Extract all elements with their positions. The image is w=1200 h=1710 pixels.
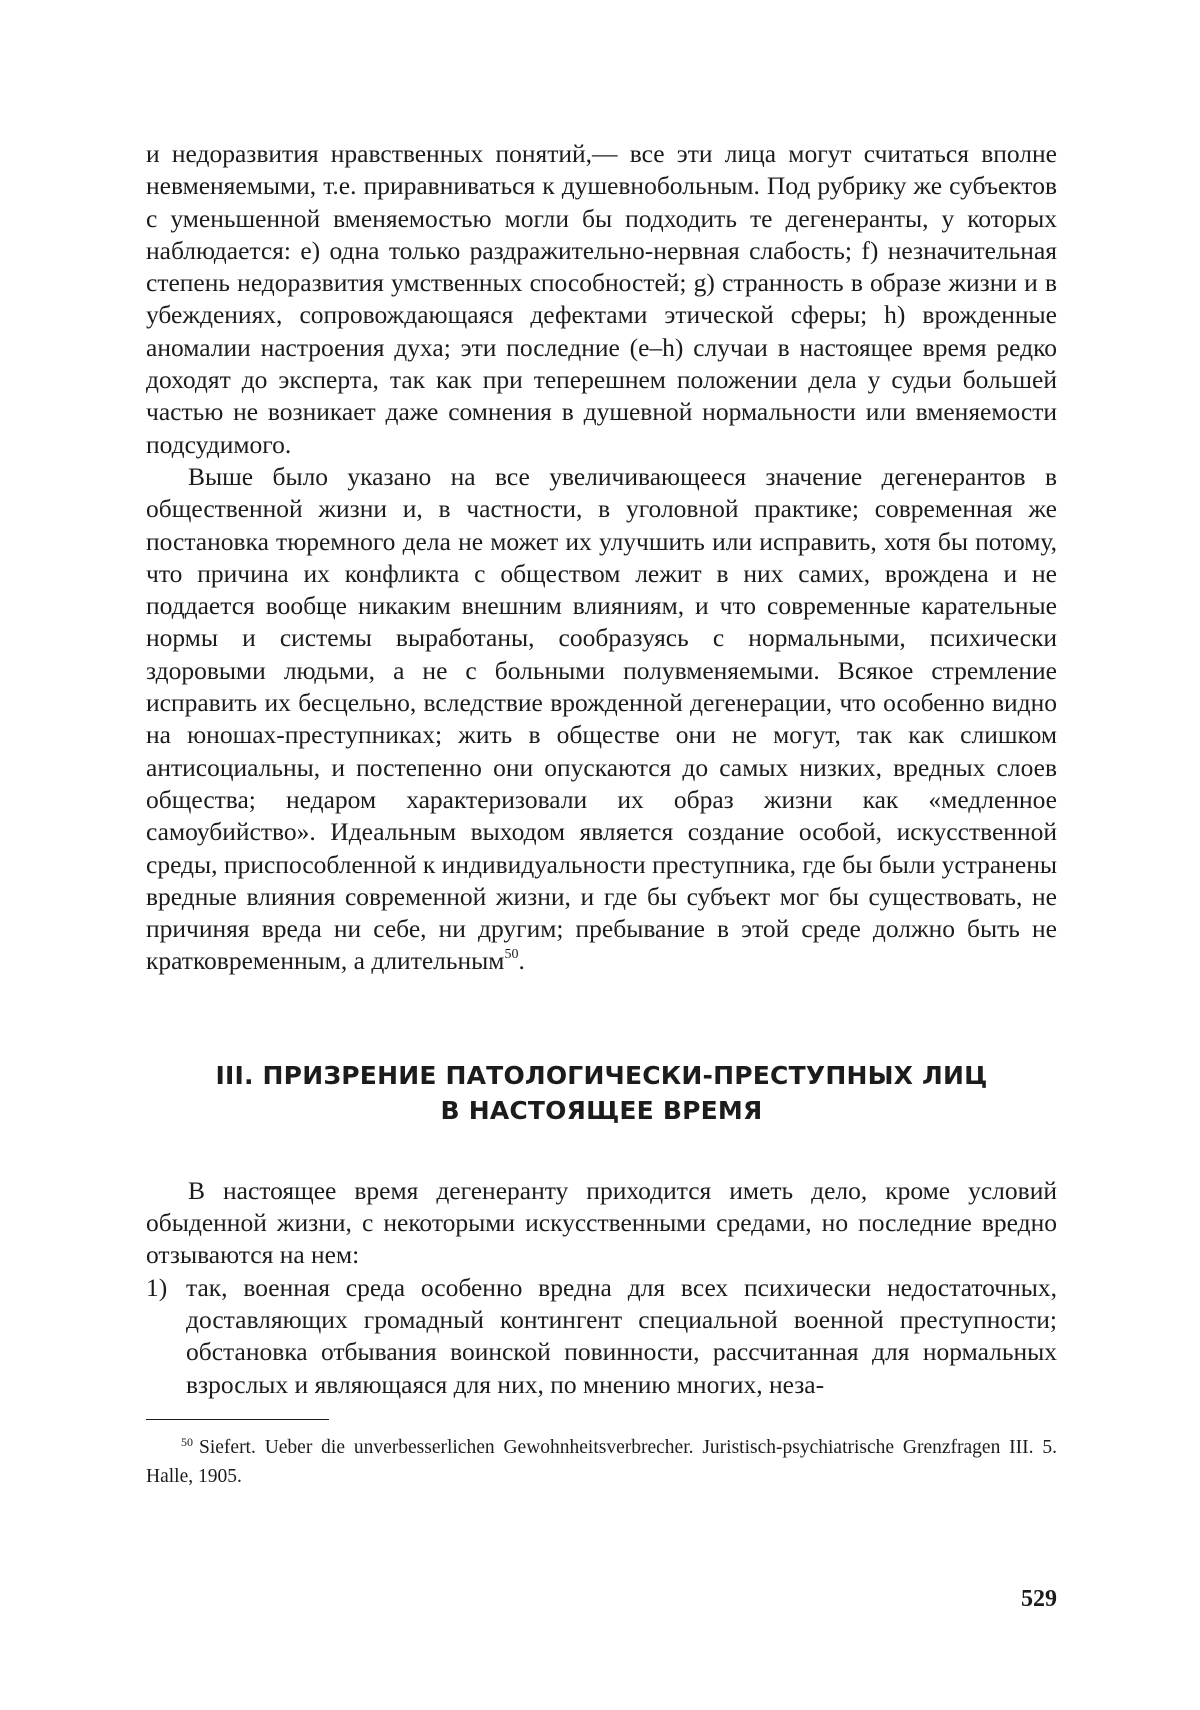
section-heading <box>146 1058 1057 1128</box>
page-number: 529 <box>1021 1586 1057 1612</box>
paragraph-1: и недоразвития нравственных понятий,— все эти лица могут считаться вполне невменяемыми, т.е. приравниваться к душевнобольным. Под рубрику же субъектов с уменьшенной вменяемостью могли бы подходить те дегенеранты, у которых наблюдается: e) одна только раздражительно-нервная слабость; f) незначительная степень недоразвития умственных способностей; g) странность в образе жизни и в убеждениях, сопровождающаяся дефектами этической сферы; h) врожденные аномалии настроения духа; эти последние (e–h) случаи в настоящее время редко доходят до эксперта, так как при теперешнем положении дела у судьи большей частью не возникает даже сомнения в душевной нормальности или вменяемости подсудимого. <box>146 139 1057 459</box>
list-item-1 <box>146 1272 1057 1401</box>
page-body <box>146 138 1057 1491</box>
paragraph-2 <box>146 461 1057 978</box>
paragraph-3: В настоящее время дегенеранту приходится иметь дело, кроме условий обыденной жизни, с некоторыми искусственными средами, но последние вредно отзываются на нем: <box>146 1175 1057 1270</box>
footnote-divider <box>146 1419 329 1420</box>
list-item-1-text: так, военная среда особенно вредна для всех психически недостаточных, доставляющих громадный контингент специальной военной преступности; обстановка отбывания воинской повинности, рассчитанная для нормальных взрослых и являющаяся для них, по мнению многих, неза- <box>186 1272 1057 1399</box>
section-heading-line-2: В НАСТОЯЩЕЕ ВРЕМЯ <box>440 1095 763 1125</box>
paragraph-2-text: Выше было указано на все увеличивающееся значение дегенерантов в общественной жизни и, в частности, в уголовной практике; современная же постановка тюремного дела не может их улучшить или исправить, хотя бы потому, что причина их конфликта с обществом лежит в них самих, врождена и не поддается вообще никаким внешним влияниям, и что современные карательные нормы и системы выработаны, сообразуясь с нормальными, психически здоровыми людьми, а не с больными полувменяемыми. Всякое стремление исправить их бесцельно, вследствие врожденной дегенерации, что особенно видно на юношах-преступниках; жить в обществе они не могут, так как слишком антисоциальны, и постепенно они опускаются до самых низких, вредных слоев общества; недаром характеризовали их образ жизни как «медленное самоубийство». Идеальным выходом является создание особой, искусственной среды, приспособленной к индивидуальности преступника, где бы были устранены вредные влияния современной жизни, и где бы субъект мог бы существовать, не причиняя вреда ни себе, ни другим; пребывание в этой среде должно быть не кратковременным, а длительным <box>146 461 1057 976</box>
footnote-reference[interactable]: 50 <box>504 947 519 963</box>
paragraph-2-end: . <box>518 946 525 976</box>
footnote <box>146 1433 1057 1491</box>
list-item-1-number: 1) <box>146 1272 168 1302</box>
footnote-number: 50 <box>181 1434 193 1449</box>
footnote-text: Siefert. Ueber die unverbesserlichen Gewohnheitsverbrecher. Juristisch-psychiatrische Grenzfragen III. 5. Halle, 1905. <box>146 1436 1057 1487</box>
section-heading-line-1: III. ПРИЗРЕНИЕ ПАТОЛОГИЧЕСКИ-ПРЕСТУПНЫХ ЛИЦ <box>215 1060 988 1090</box>
